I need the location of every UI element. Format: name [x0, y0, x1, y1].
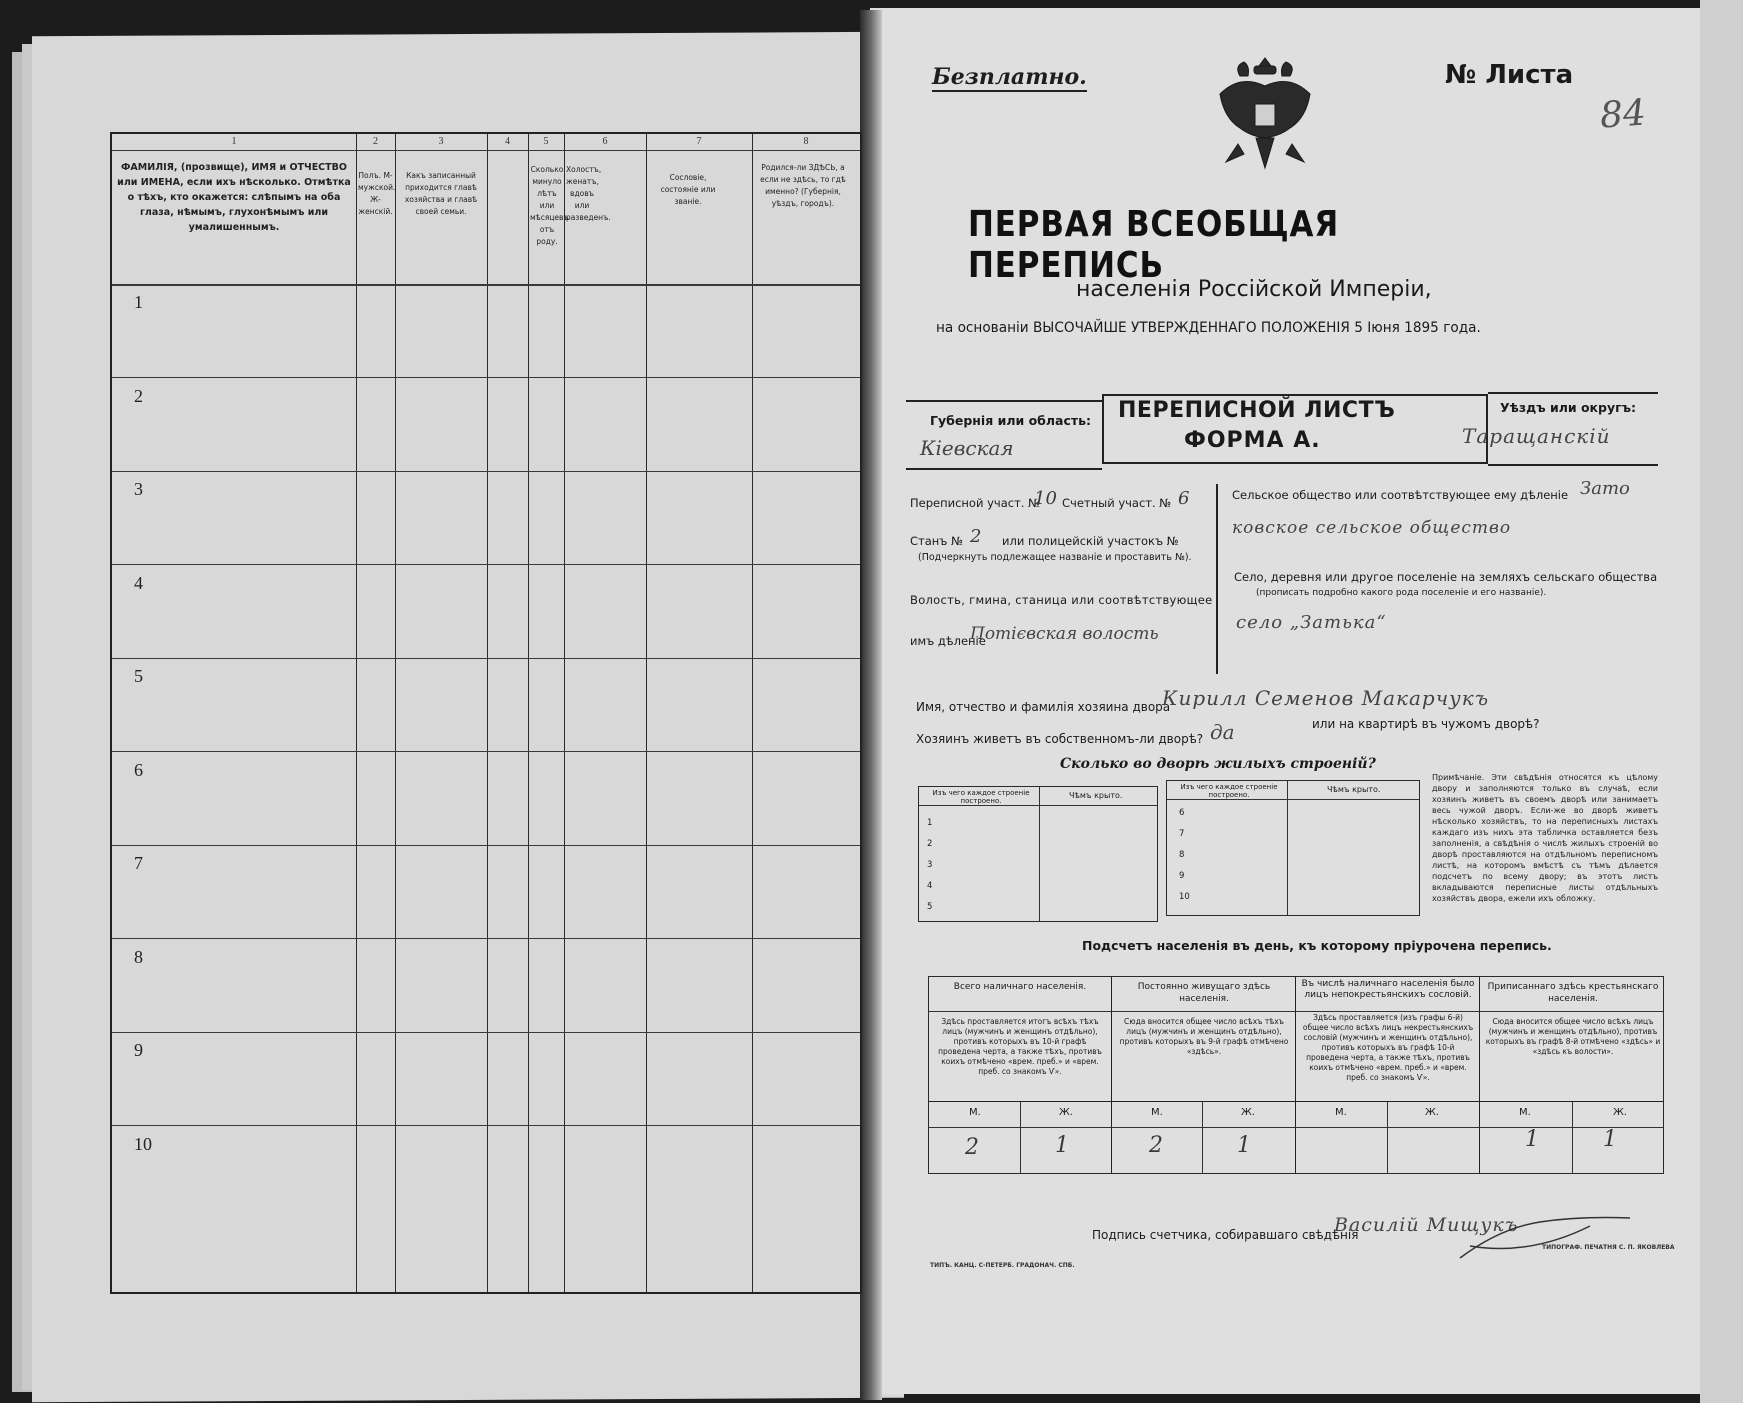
row-number: 5 — [134, 666, 143, 686]
header-line — [112, 150, 860, 151]
column-divider — [528, 134, 529, 1292]
header-estate: Сословіе, состояніе или званіе. — [660, 173, 716, 206]
column-divider — [646, 134, 647, 1292]
printer-right: ТИПОГРАФ. ПЕЧАТНЯ С. П. ЯКОВЛЕВА — [1542, 1244, 1675, 1251]
summary-table: Всего наличнаго населенія. Постоянно живущаго здѣсь населенія. Въ числѣ наличнаго населенія было лицъ непокрестьянскихъ сословій. Приписаннаго здѣсь крестьянскаго населенія. Здѣсь проставляется итогъ всѣхъ тѣхъ лицъ (мужчинъ и женщинъ отдѣльно), противъ которыхъ въ 10-й графѣ проведена черта, а также тѣхъ, противъ коихъ отмѣчено «врем. преб.» и «врем. преб. со знакомъ Ѵ». Сюда вносится общее число всѣхъ тѣхъ лицъ (мужчинъ и женщинъ отдѣльно), противъ которыхъ въ 9-й графѣ отмѣчено «здѣсь». Здѣсь проставляется (изъ графы 6-й) общее число всѣхъ лицъ некрестьянскихъ сословій (мужчинъ и женщинъ отдѣльно), противъ которыхъ въ графѣ 10-й проведена черта, а также тѣхъ, противъ коихъ отмѣчено «врем. преб.» и «врем. преб. со знакомъ Ѵ». Сюда вносится общее число всѣхъ лицъ (мужчинъ и женщинъ отдѣльно), противъ которыхъ въ графѣ 8-й отмѣчено «здѣсь» и «здѣсь къ волости». М. Ж. М. Ж. М. Ж. М. Ж. 2 1 2 1 1 1 — [928, 976, 1664, 1174]
printer-left: ТИПЪ. КАНЦ. С-ПЕТЕРБ. ГРАДОНАЧ. СПБ. — [930, 1262, 1075, 1269]
police-label: или полицейскій участокъ № — [1002, 534, 1179, 548]
signature-flourish — [1450, 1206, 1640, 1270]
row-number: 9 — [134, 1040, 143, 1060]
buildings-note: Примѣчаніе. Эти свѣдѣнія относятся къ цѣлому двору и заполняются только въ случаѣ, если хозяинъ живетъ въ своемъ дворѣ или занимаетъ весь чужой дворъ. Если-же во дворѣ живетъ нѣсколько хозяйствъ, то на переписныхъ листахъ каждаго изъ нихъ эта табличка оставляется безъ заполненія, а свѣдѣнія о числѣ жилыхъ строеній во дворѣ проставляются на отдѣльномъ переписномъ листѣ, на которомъ вмѣстѣ съ тѣмъ дѣлается подсчетъ по всему двору; въ этотъ листъ вкладываются переписные листы отдѣльныхъ хозяйствъ двора, ежели ихъ обложку. — [1432, 773, 1658, 903]
gubernia-value: Кіевская — [920, 436, 1014, 460]
basis-text: на основаніи ВЫСОЧАЙШЕ УТВЕРЖДЕННАГО ПОЛОЖЕНІЯ 5 Іюня 1895 года. — [936, 320, 1481, 336]
village-label: Село, деревня или другое поселеніе на земляхъ сельскаго общества — [1234, 570, 1658, 584]
signature-value: Василій Мищукъ — [1334, 1214, 1519, 1236]
gubernia-label: Губернія или область: — [930, 413, 1092, 428]
summary-desc-peasant: Сюда вносится общее число всѣхъ лицъ (мужчинъ и женщинъ отдѣльно), противъ которыхъ въ графѣ 8-й отмѣчено «здѣсь» и «здѣсь къ волости». — [1485, 1017, 1661, 1056]
buildings-col2: Чѣмъ крыто. — [1069, 791, 1123, 800]
header-relation: Какъ записанный приходится главѣ хозяйства и главѣ своей семьи. — [404, 171, 478, 216]
column-divider — [752, 134, 753, 1292]
book-gutter — [860, 10, 882, 1400]
society-value: Зато — [1580, 478, 1630, 499]
buildings-table-left: Изъ чего каждое строеніе построено. Чѣмъ крыто. 1 2 3 4 5 — [918, 786, 1158, 922]
stan-value: 2 — [970, 526, 982, 547]
header-name: ФАМИЛІЯ, (прозвище), ИМЯ и ОТЧЕСТВО или ИМЕНА, если ихъ нѣсколько. Отмѣтка о тѣхъ, кто окажется: слѣпымъ на оба глаза, нѣмымъ, глухонѣмымъ или умалишеннымъ. — [117, 162, 351, 233]
row-number: 2 — [134, 386, 143, 406]
owner-label: Имя, отчество и фамилія хозяина двора — [916, 700, 1171, 714]
document-subtitle: населенія Россійской Имперіи, — [1076, 277, 1432, 302]
volost-label: Волость, гмина, станица или соотвѣтствующее — [910, 593, 1213, 607]
sheet-number: 84 — [1598, 92, 1648, 137]
header-age: Сколько минуло лѣтъ или мѣсяцевъ отъ роду. — [530, 165, 569, 246]
column-divider — [356, 134, 357, 1292]
form-title: ПЕРЕПИСНОЙ ЛИСТЪ — [1118, 398, 1396, 423]
header-sex: Полъ. М-мужской. Ж-женскій. — [358, 171, 396, 216]
field-divider — [1216, 484, 1218, 674]
village-value: село „Затька“ — [1236, 612, 1387, 633]
column-number: 7 — [696, 136, 702, 147]
count-district-value: 6 — [1178, 488, 1190, 509]
summary-desc-permanent: Сюда вносится общее число всѣхъ тѣхъ лицъ (мужчинъ и женщинъ отдѣльно), противъ которыхъ въ 9-й графѣ отмѣчено «здѣсь». — [1119, 1017, 1289, 1056]
column-number: 1 — [231, 136, 237, 147]
row-number: 4 — [134, 573, 143, 593]
document-title: ПЕРВАЯ ВСЕОБЩАЯ ПЕРЕПИСЬ — [968, 204, 1340, 286]
uezd-value: Таращанскій — [1462, 424, 1611, 448]
census-district-label: Переписной участ. № — [910, 496, 1041, 510]
column-divider — [487, 134, 488, 1292]
column-number: 8 — [803, 136, 809, 147]
summary-head-peasant: Приписаннаго здѣсь крестьянскаго населенія. — [1487, 982, 1659, 1004]
peasant-female: 1 — [1603, 1127, 1617, 1152]
sheet-label: № Листа — [1445, 60, 1574, 90]
society-label: Сельское общество или соотвѣтствующее ему дѣленіе — [1232, 488, 1569, 502]
summary-head-permanent: Постоянно живущаго здѣсь населенія. — [1137, 982, 1271, 1004]
uezd-label: Уѣздъ или округъ: — [1500, 400, 1637, 415]
permanent-male: 2 — [1149, 1133, 1163, 1158]
header-birthplace: Родился-ли ЗДѢСЬ, а если не здѣсь, то гдѣ именно? (Губернія, уѣздъ, городъ). — [760, 163, 846, 208]
free-label: Безплатно. — [932, 64, 1087, 90]
row-number: 10 — [134, 1134, 152, 1154]
peasant-male: 1 — [1525, 1127, 1539, 1152]
coat-of-arms-icon — [1210, 54, 1320, 174]
row-number: 6 — [134, 760, 143, 780]
summary-title: Подсчетъ населенія въ день, къ которому пріурочена перепись. — [1082, 938, 1552, 953]
column-number: 4 — [505, 136, 510, 147]
summary-desc-total: Здѣсь проставляется итогъ всѣхъ тѣхъ лицъ (мужчинъ и женщинъ отдѣльно), противъ которыхъ въ 10-й графѣ проведена черта, а также тѣхъ, противъ коихъ отмѣчено «врем. преб.» и «врем. преб. со знакомъ Ѵ». — [938, 1017, 1102, 1076]
volost-value: Потієвская волость — [970, 624, 1159, 644]
permanent-female: 1 — [1237, 1133, 1251, 1158]
volost-label-2: имъ дѣленіе — [910, 634, 986, 648]
row-number: 3 — [134, 479, 143, 499]
own-yard-value: да — [1210, 720, 1235, 744]
village-note: (прописать подробно какого рода поселеніе и его названіе). — [1256, 588, 1547, 598]
own-yard-label: Хозяинъ живетъ въ собственномъ-ли дворѣ? — [916, 732, 1204, 746]
summary-head-total: Всего наличнаго населенія. — [953, 982, 1087, 992]
row-number: 8 — [134, 947, 143, 967]
signature-label: Подпись счетчика, собиравшаго свѣдѣнія — [1092, 1228, 1359, 1242]
buildings-table-right: Изъ чего каждое строеніе построено. Чѣмъ крыто. 6 7 8 9 10 — [1166, 780, 1420, 916]
row-number: 7 — [134, 853, 143, 873]
total-female: 1 — [1055, 1133, 1069, 1158]
stan-label: Станъ № — [910, 534, 964, 548]
header-line — [112, 284, 860, 286]
other-yard-label: или на квартирѣ въ чужомъ дворѣ? — [1312, 717, 1540, 731]
row-number: 1 — [134, 292, 143, 312]
column-divider — [564, 134, 565, 1292]
buildings-col1: Изъ чего каждое строеніе построено. — [932, 789, 1030, 805]
count-district-label: Счетный участ. № — [1062, 496, 1172, 510]
owner-value: Кирилл Семенов Макарчукъ — [1162, 686, 1490, 710]
header-marital: Холостъ, женатъ, вдовъ или разведенъ. — [566, 165, 611, 222]
summary-head-noncrest: Въ числѣ наличнаго населенія было лицъ непокрестьянскихъ сословій. — [1301, 979, 1475, 1000]
census-district-value: 10 — [1034, 488, 1057, 509]
buildings-label: Сколько во дворѣ жилыхъ строеній? — [1060, 756, 1376, 772]
column-number: 3 — [438, 136, 444, 147]
total-male: 2 — [965, 1135, 979, 1160]
form-subtitle: ФОРМА А. — [1184, 428, 1321, 453]
column-divider — [395, 134, 396, 1292]
column-number: 5 — [543, 136, 549, 147]
column-number: 2 — [373, 136, 378, 147]
underline-note: (Подчеркнуть подлежащее названіе и проставить №). — [918, 552, 1192, 563]
society-value-2: ковское сельское общество — [1232, 518, 1512, 538]
page-stack-edge — [1700, 0, 1743, 1403]
column-number: 6 — [602, 136, 608, 147]
summary-desc-noncrest: Здѣсь проставляется (изъ графы 6-й) общее число всѣхъ лицъ некрестьянскихъ сословій (мужчинъ и женщинъ отдѣльно), противъ которыхъ въ графѣ 10-й проведена черта, а также тѣхъ, противъ коихъ отмѣчено «врем. преб.» и «врем. преб. со знакомъ Ѵ». — [1302, 1013, 1474, 1082]
census-table — [110, 132, 862, 1294]
